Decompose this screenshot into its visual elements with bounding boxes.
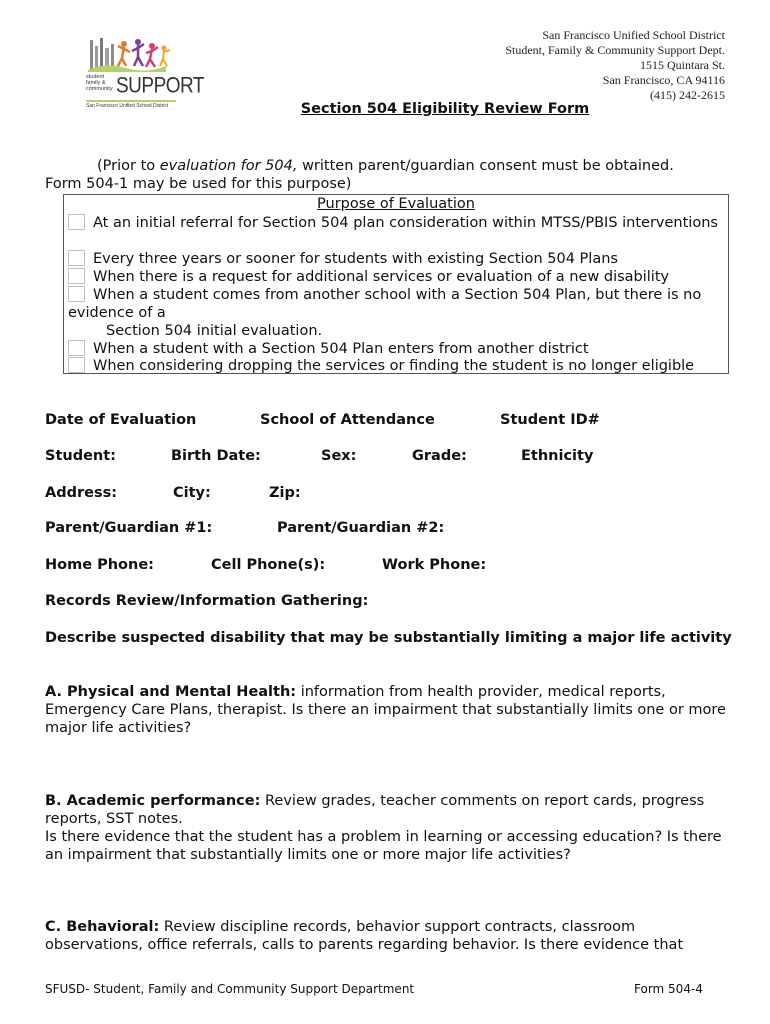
logo-support-word: SUPPORT	[116, 74, 205, 99]
purpose-option-another-school-cont: Section 504 initial evaluation.	[106, 323, 323, 339]
section-a-label: A. Physical and Mental Health:	[45, 684, 297, 700]
option-label: Every three years or sooner for students with existing Section 504 Plans	[93, 251, 618, 267]
section-c-text: Review discipline records, behavior support contracts, classroom observations, office referrals, calls to parents regarding behavior. Is there evidence that	[45, 919, 684, 953]
home-phone-label: Home Phone:	[45, 557, 154, 573]
section-a-text: information from health provider, medical reports, Emergency Care Plans, therapist. Is there an impairment that substantially limits one or more major life activities?	[45, 684, 726, 736]
section-b-label: B. Academic performance:	[45, 793, 261, 809]
records-heading-text: Records Review/Information Gathering:	[45, 593, 369, 609]
option-label: When a student comes from another school with a Section 504 Plan, but there is no evidence of a	[68, 287, 702, 321]
school-of-attendance-label: School of Attendance	[260, 412, 435, 428]
cell-phone-label: Cell Phone(s):	[211, 557, 326, 573]
logo-small-text: student family & community	[86, 74, 113, 92]
date-of-evaluation-label: Date of Evaluation	[45, 412, 197, 428]
address-line: San Francisco, CA 94116	[602, 73, 725, 87]
checkbox[interactable]	[68, 250, 85, 266]
checkbox[interactable]	[68, 340, 85, 356]
option-label: At an initial referral for Section 504 plan consideration within MTSS/PBIS interventions	[93, 215, 718, 231]
purpose-option-another-school	[68, 286, 724, 322]
option-label: When there is a request for additional services or evaluation of a new disability	[93, 269, 670, 285]
option-label: When a student with a Section 504 Plan enters from another district	[93, 341, 589, 357]
address-label: Address:	[45, 485, 118, 501]
checkbox[interactable]	[68, 357, 85, 373]
address-line: 1515 Quintara St.	[640, 58, 725, 72]
parent-guardian-2-label: Parent/Guardian #2:	[277, 520, 445, 536]
purpose-title: Purpose of Evaluation	[317, 196, 475, 212]
student-label: Student:	[45, 448, 116, 464]
footer-form-number: Form 504-4	[634, 982, 703, 996]
logo-tagline: San Francisco Unified School District	[86, 103, 169, 109]
address-line: San Francisco Unified School District	[542, 28, 725, 42]
describe-heading: Describe suspected disability that may be substantially limiting a major life activity	[45, 630, 732, 646]
option-label: When considering dropping the services or finding the student is no longer eligible	[93, 358, 695, 374]
purpose-option-another-district	[68, 340, 724, 358]
city-label: City:	[173, 485, 211, 501]
footer-department: SFUSD- Student, Family and Community Support Department	[45, 982, 415, 996]
student-id-label: Student ID#	[500, 412, 600, 428]
consent-note	[45, 157, 735, 193]
section-b-text: Review grades, teacher comments on report cards, progress reports, SST notes.	[45, 793, 705, 827]
grade-label: Grade:	[412, 448, 467, 464]
sex-label: Sex:	[321, 448, 357, 464]
consent-note-em: evaluation for 504,	[159, 158, 298, 174]
purpose-option-dropping-services	[68, 357, 724, 375]
checkbox[interactable]	[68, 214, 85, 230]
consent-note-b: written parent/guardian consent must be obtained.	[297, 158, 674, 174]
district-address	[505, 28, 725, 103]
checkbox[interactable]	[68, 268, 85, 284]
consent-note-a: (Prior to	[97, 158, 160, 174]
section-b	[45, 792, 735, 864]
address-line: (415) 242-2615	[650, 88, 725, 102]
section-a	[45, 683, 735, 737]
purpose-option-new-disability	[68, 268, 724, 286]
zip-label: Zip:	[269, 485, 301, 501]
consent-note-line2: Form 504-1 may be used for this purpose)	[45, 176, 352, 192]
purpose-option-initial-referral	[68, 214, 724, 232]
section-c	[45, 918, 735, 954]
birth-date-label: Birth Date:	[171, 448, 261, 464]
work-phone-label: Work Phone:	[382, 557, 487, 573]
section-b-text2: Is there evidence that the student has a problem in learning or accessing education? Is there an impairment that substantially limits one or more major life activities?	[45, 829, 722, 863]
purpose-of-evaluation-box	[63, 194, 729, 374]
ethnicity-label: Ethnicity	[521, 448, 594, 464]
purpose-option-three-years	[68, 250, 724, 268]
address-line: Student, Family & Community Support Dept.	[505, 43, 725, 57]
section-c-label: C. Behavioral:	[45, 919, 160, 935]
form-title: Section 504 Eligibility Review Form	[300, 101, 590, 117]
parent-guardian-1-label: Parent/Guardian #1:	[45, 520, 213, 536]
checkbox[interactable]	[68, 286, 85, 302]
